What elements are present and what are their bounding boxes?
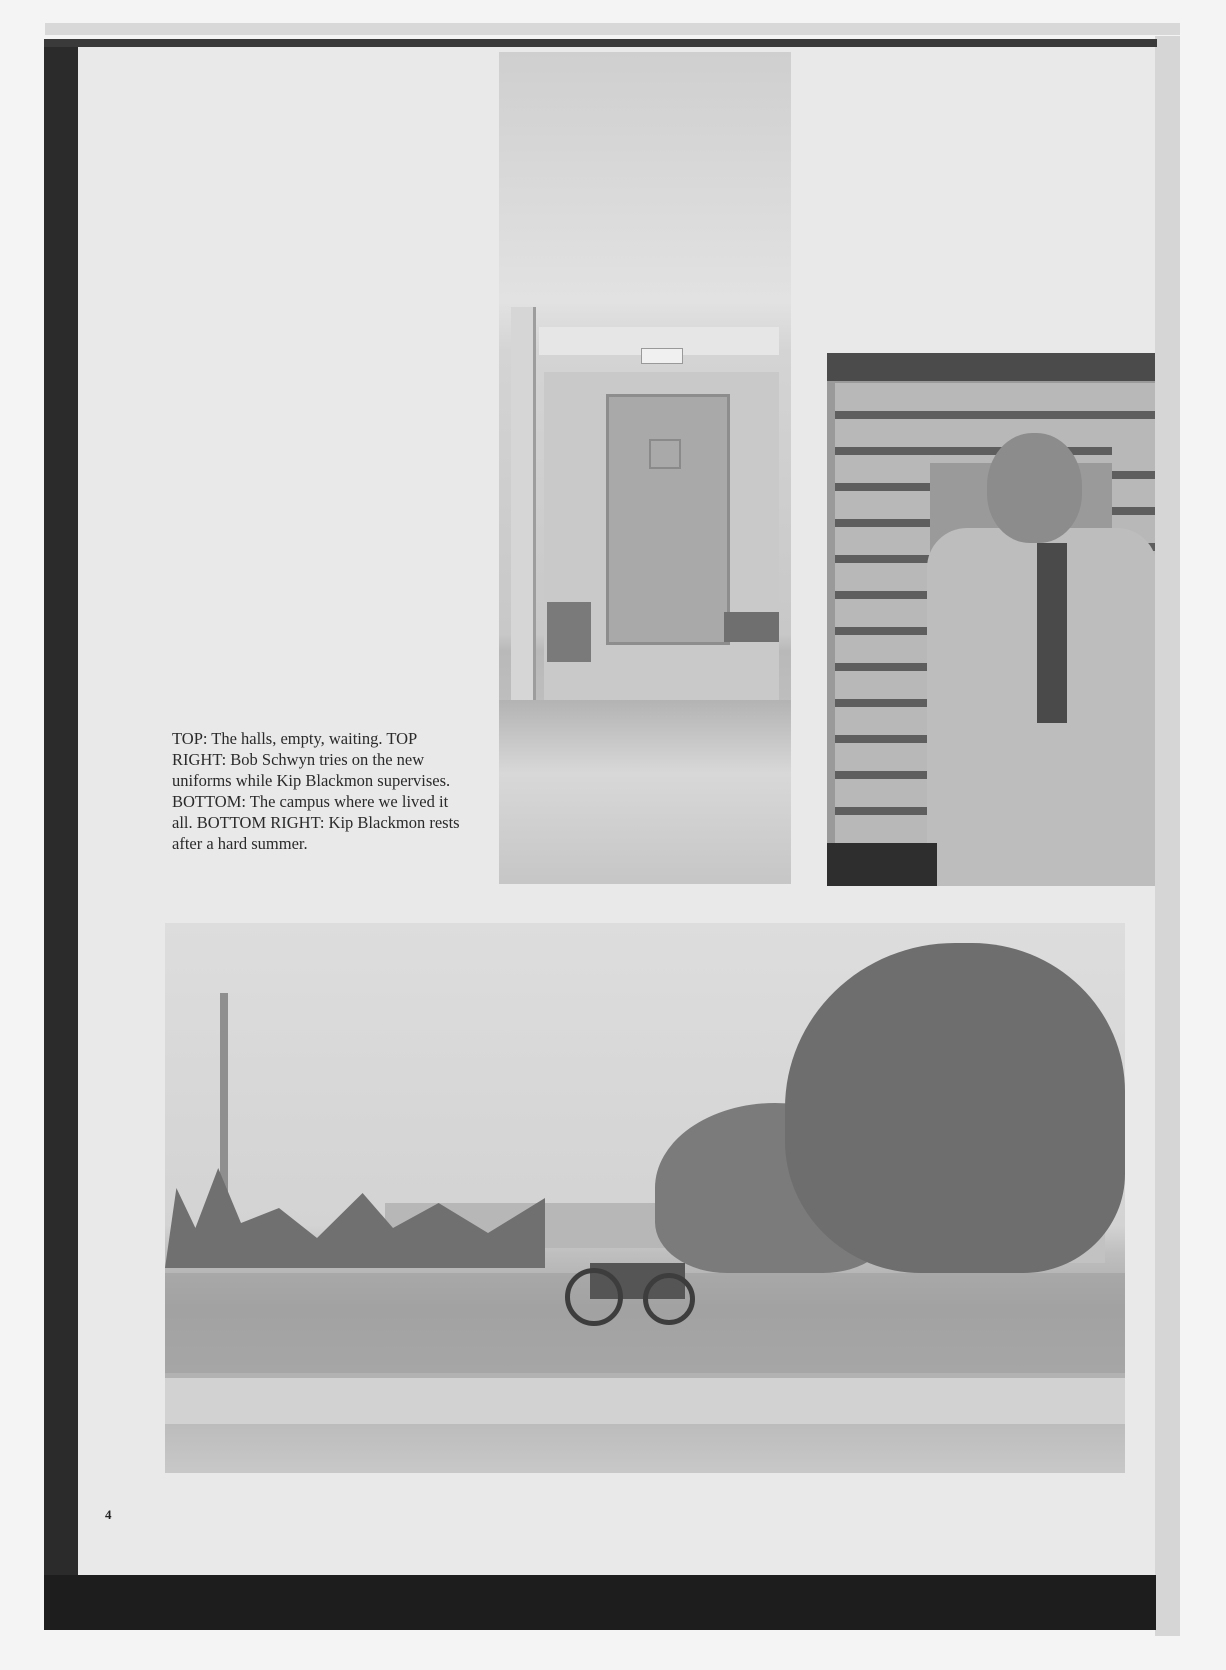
exit-sign (641, 348, 683, 364)
hallway-photo (499, 52, 791, 884)
man-head (987, 433, 1082, 543)
photo-caption: TOP: The halls, empty, waiting. TOP RIGHT: Bob Schwyn tries on the new uniforms while Kip Blackmon supervises. BOTTOM: The campus where we lived it all. BOTTOM RIGHT: Kip Blackmon rests after a hard summer. (172, 729, 460, 853)
book-spine-edge (44, 40, 78, 1630)
scan-border (45, 23, 1180, 35)
man-tie (1037, 543, 1067, 723)
book-right-edge (1155, 36, 1180, 1636)
door-window (649, 439, 681, 469)
uniforms-photo (827, 353, 1155, 886)
hallway-door (606, 394, 730, 645)
book-bottom-edge (44, 1575, 1156, 1630)
book-top-edge (44, 39, 1157, 47)
walkway (165, 1378, 1125, 1424)
trash-can (547, 602, 591, 662)
page-number: 4 (105, 1507, 112, 1522)
large-tree (785, 943, 1125, 1273)
floor-shadow (827, 843, 937, 886)
cannon-wheel (565, 1268, 623, 1326)
door-frame (511, 307, 536, 717)
radiator (724, 612, 779, 642)
campus-photo (165, 923, 1125, 1473)
cannon-wheel (643, 1273, 695, 1325)
shadow-band (827, 353, 1155, 381)
hallway-floor (499, 700, 791, 884)
box-stack (835, 383, 930, 863)
